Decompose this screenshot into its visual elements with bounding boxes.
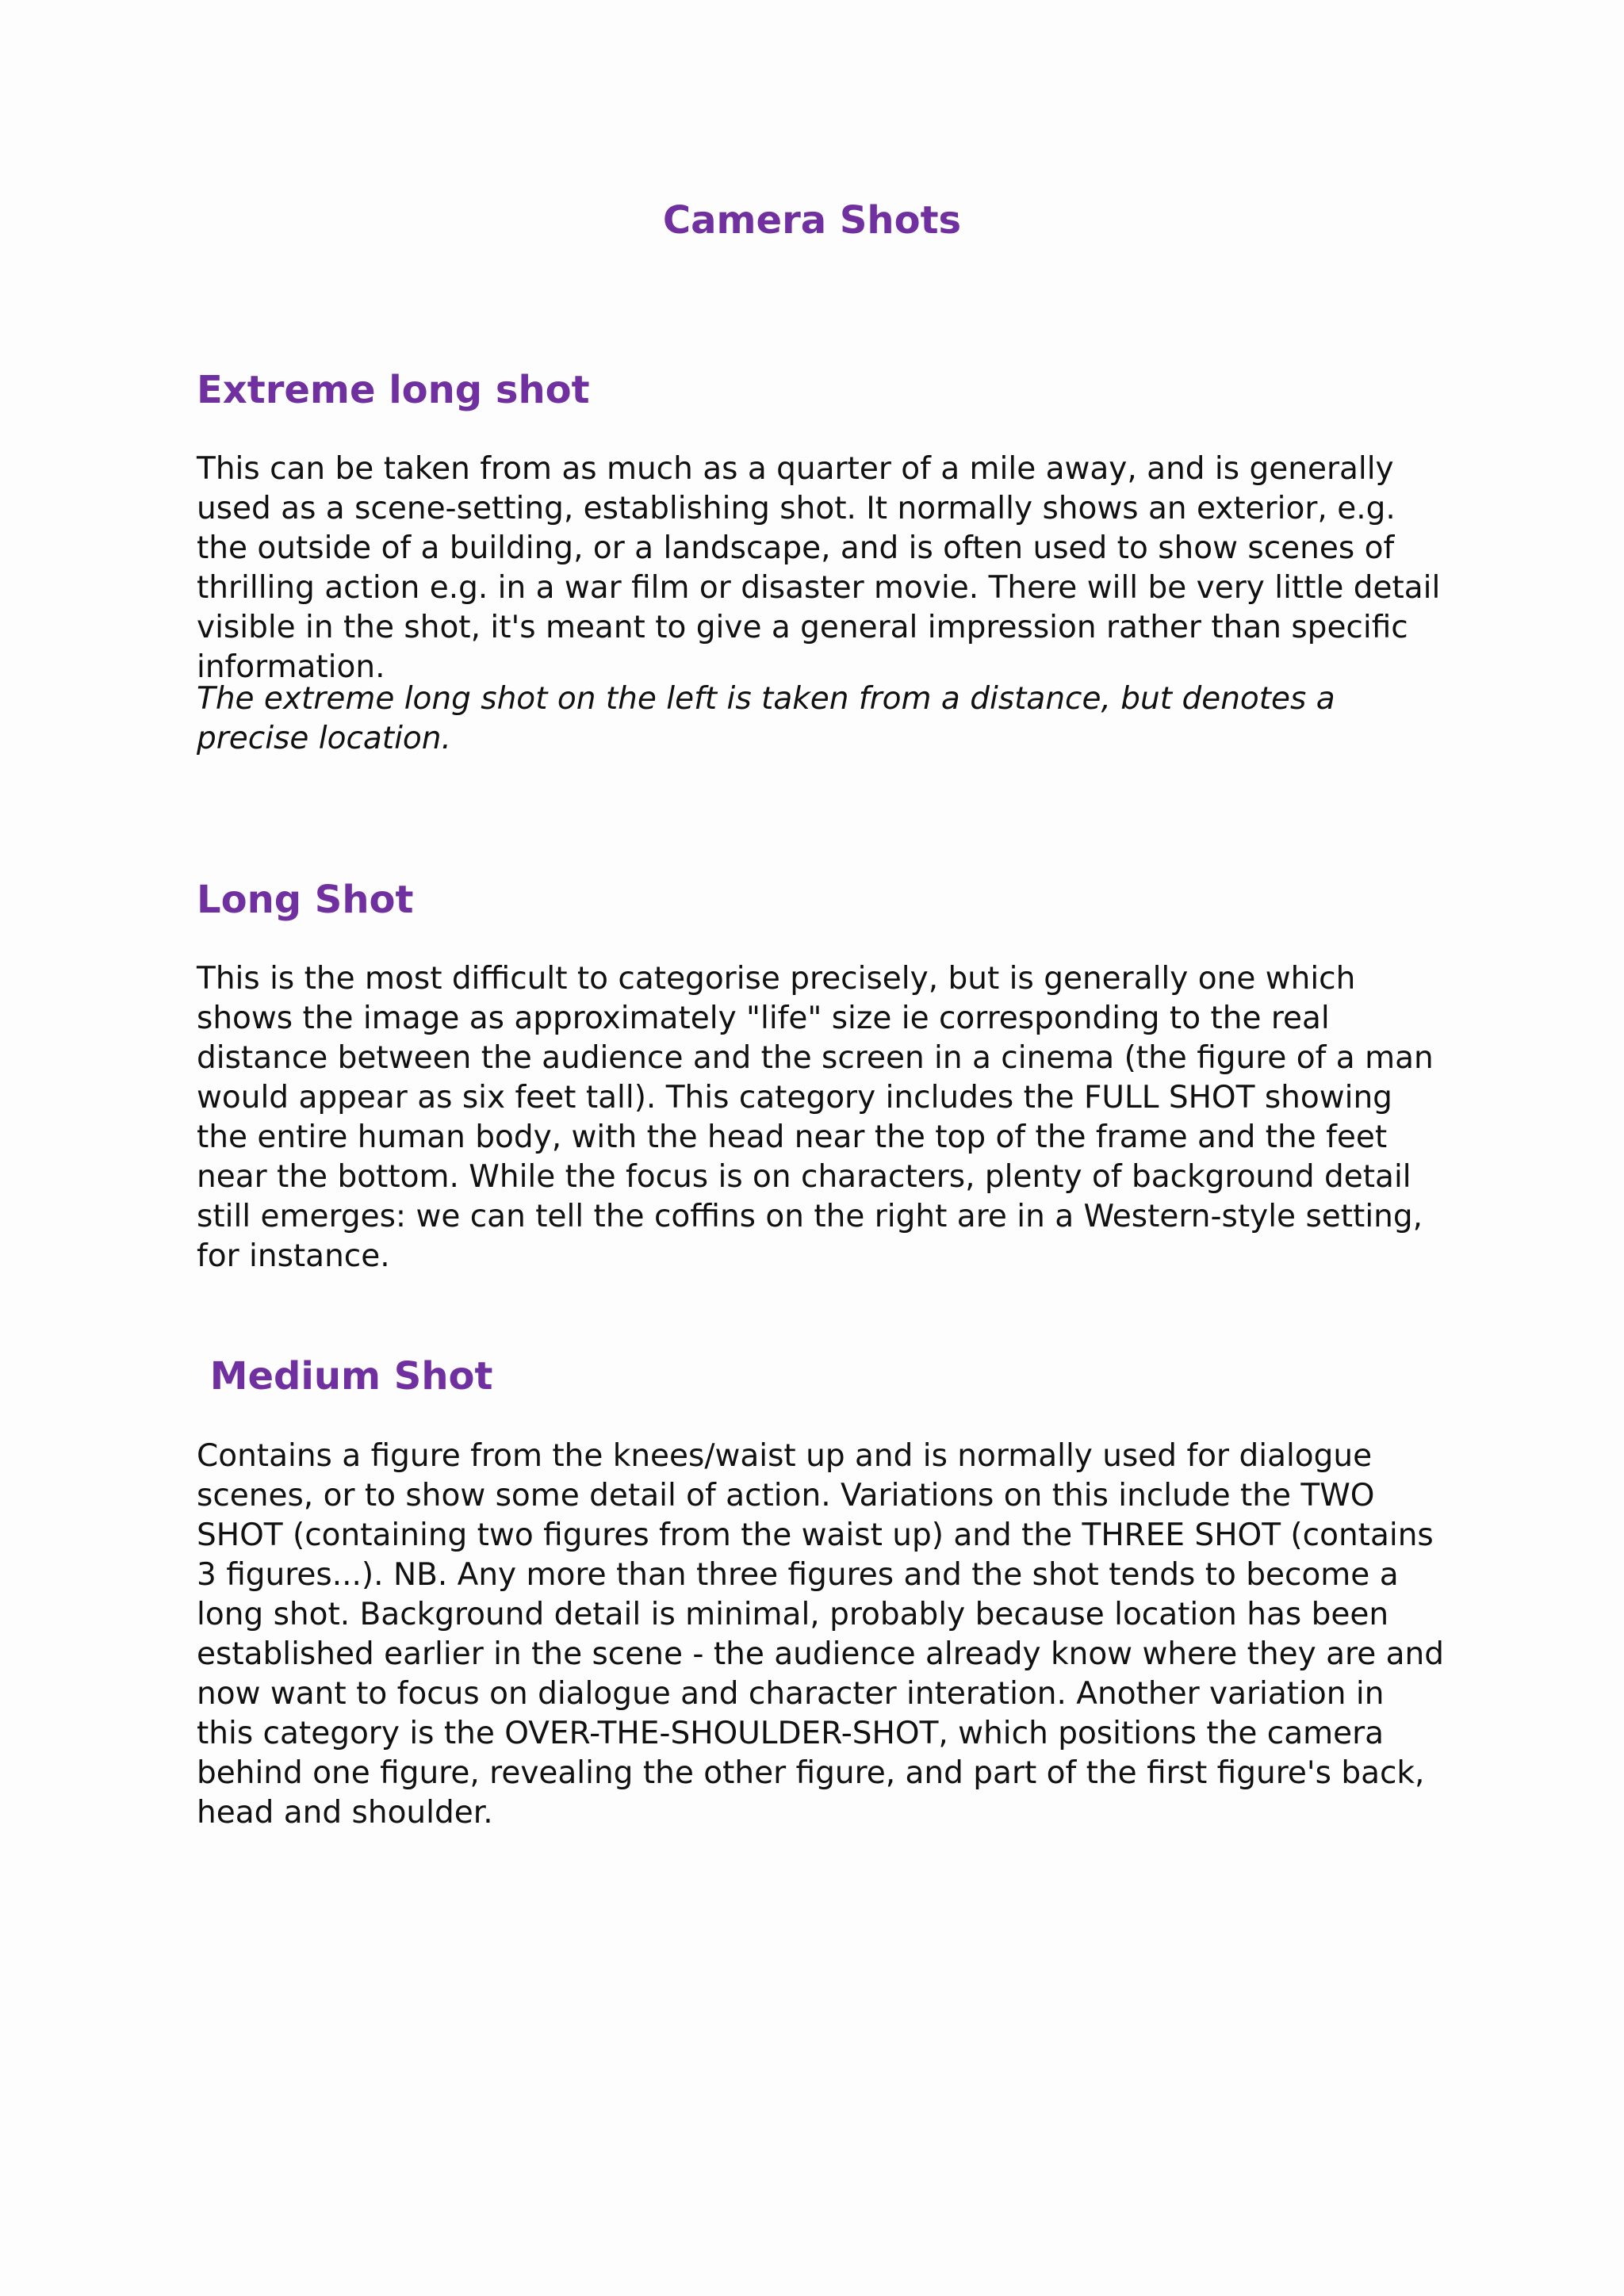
section-body-medium-shot: Contains a figure from the knees/waist up and is normally used for dialogue scenes, or to show some detail of action. Variations on this include the TWO SHOT (containing two figures from the waist up) and the THREE SHOT (contains 3 figures...). NB. Any more than three figures and the shot tends to become a long shot. Background detail is minimal, probably because location has been established earlier in the scene - the audience already know where they are and now want to focus on dialogue and character interation. Another variation in this category is the OVER-THE-SHOULDER-SHOT, which positions the camera behind one figure, revealing the other figure, and part of the first figure's back, head and shoulder. bbox=[197, 1438, 1444, 1831]
section-heading-long-shot: Long Shot bbox=[197, 878, 414, 922]
section-body-extreme-long-shot: This can be taken from as much as a quarter of a mile away, and is generally used as a scene-setting, establishing shot. It normally shows an exterior, e.g. the outside of a building, or a landscape, and is often used to show scenes of thrilling action e.g. in a war film or disaster movie. There will be very little detail visible in the shot, it's meant to give a general impression rather than specific information. bbox=[197, 451, 1441, 685]
section-heading-extreme-long-shot: Extreme long shot bbox=[197, 368, 590, 412]
section-body-long-shot: This is the most difficult to categorise precisely, but is generally one which shows the image as approximately "life" size ie corresponding to the real distance between the audience and the screen in a cinema (the figure of a man would appear as six feet tall). This category includes the FULL SHOT showing the entire human body, with the head near the top of the frame and the feet near the bottom. While the focus is on characters, plenty of background detail still emerges: we can tell the coffins on the right are in a Western-style setting, for instance. bbox=[197, 961, 1434, 1274]
section-caption-extreme-long-shot: The extreme long shot on the left is taken from a distance, but denotes a precise location. bbox=[197, 681, 1335, 756]
document-title: Camera Shots bbox=[662, 198, 962, 243]
section-heading-medium-shot: Medium Shot bbox=[197, 1354, 493, 1399]
